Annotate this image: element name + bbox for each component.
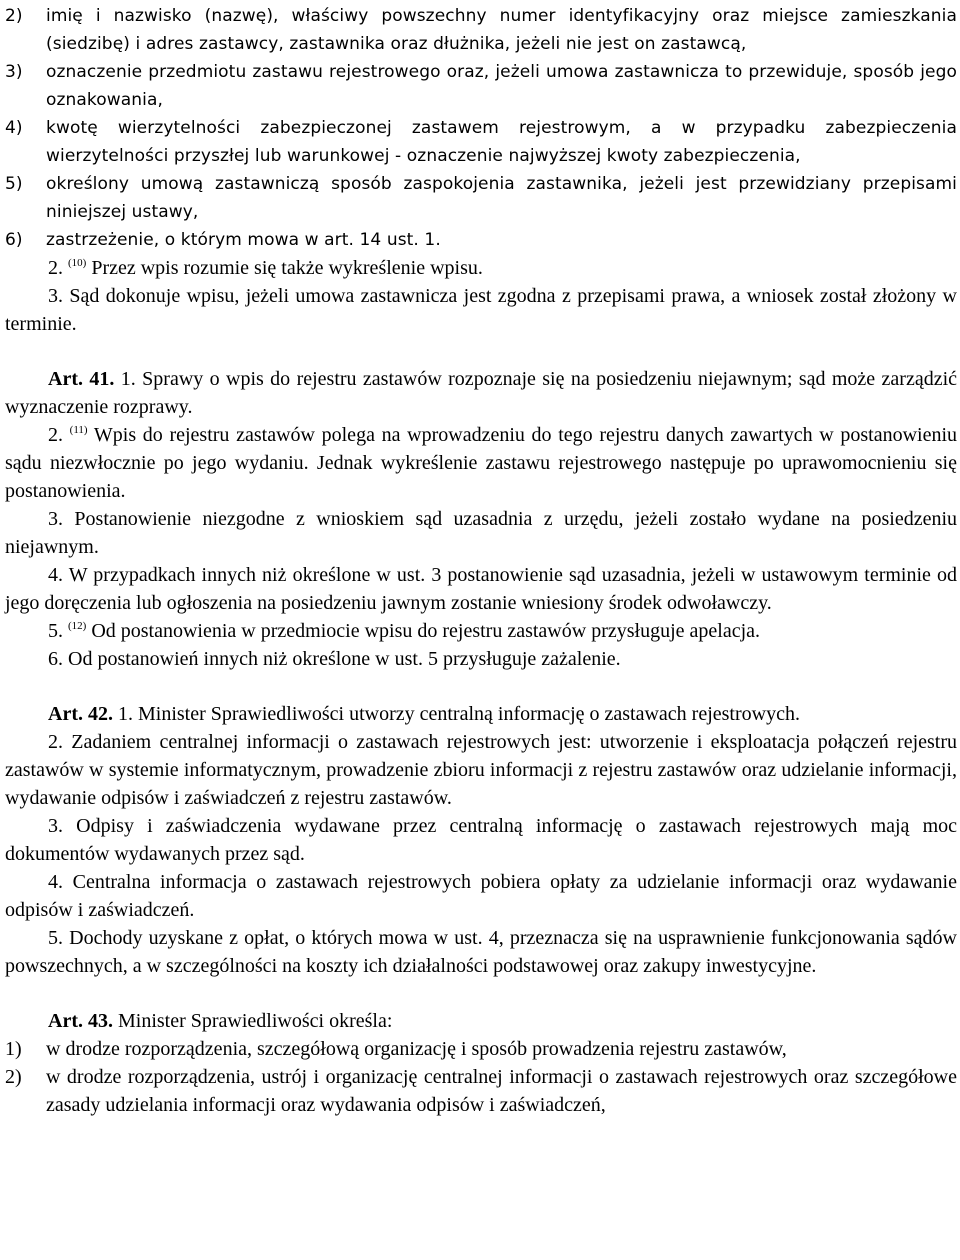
footnote-marker[interactable]: (12): [68, 620, 87, 632]
list-number: 1): [5, 1038, 22, 1060]
paragraph-text: Zadaniem centralnej informacji o zastawach rejestrowych jest: utworzenie i eksploatacja połączeń rejestru zastawów w systemie informatycznym, prowadzenie zbioru informacji z rejestru zastawów oraz udzielanie informacji, wydawanie odpisów i zaświadczeń z rejestru zastawów.: [5, 731, 958, 809]
paragraph-number: 3.: [48, 508, 63, 530]
article-41-paragraph-1: [5, 365, 957, 421]
list-number: 3): [5, 62, 23, 82]
paragraph: [5, 868, 957, 924]
paragraph-text: Od postanowienia w przedmiocie wpisu do rejestru zastawów przysługuje apelacja.: [91, 620, 760, 642]
paragraph-text: Minister Sprawiedliwości określa:: [117, 1010, 393, 1032]
spacer: [5, 338, 957, 365]
paragraph-text: Postanowienie niezgodne z wnioskiem sąd uzasadnia z urzędu, jeżeli zostało wydane na posiedzeniu niejawnym.: [5, 508, 958, 558]
list-text: w drodze rozporządzenia, szczegółową organizację i sposób prowadzenia rejestru zastawów,: [46, 1038, 787, 1060]
paragraph-text: Minister Sprawiedliwości utworzy centralną informację o zastawach rejestrowych.: [137, 703, 800, 725]
paragraph: [5, 728, 957, 812]
paragraph: [5, 254, 957, 282]
list-item: [5, 2, 957, 58]
paragraph: [5, 812, 957, 868]
paragraph-number: 4.: [48, 564, 63, 586]
list-number: 2): [5, 1066, 22, 1088]
paragraph-number: 6.: [48, 648, 63, 670]
paragraph-text: Centralna informacja o zastawach rejestrowych pobiera opłaty za udzielanie informacji oraz wydawanie odpisów i zaświadczeń.: [5, 871, 957, 921]
paragraph-text: Dochody uzyskane z opłat, o których mowa w ust. 4, przeznacza się na usprawnienie funkcjonowania sądów powszechnych, a w szczególności na koszty ich działalności podstawowej oraz zakupy inwestycyjne.: [5, 927, 957, 977]
list-text: kwotę wierzytelności zabezpieczonej zastawem rejestrowym, a w przypadku zabezpieczenia wierzytelności przyszłej lub warunkowej - oznaczenie najwyższej kwoty zabezpieczenia,: [46, 118, 957, 166]
article-heading: Art. 43.: [48, 1010, 113, 1032]
footnote-marker[interactable]: (10): [68, 257, 87, 269]
paragraph-text: Przez wpis rozumie się także wykreślenie wpisu.: [91, 257, 483, 279]
paragraph: [5, 282, 957, 338]
list-number: 6): [5, 230, 23, 250]
paragraph-number: 2.: [48, 424, 63, 446]
list-text: oznaczenie przedmiotu zastawu rejestrowego oraz, jeżeli umowa zastawnicza to przewiduje, sposób jego oznakowania,: [46, 62, 957, 110]
paragraph-text: W przypadkach innych niż określone w ust. 3 postanowienie sąd uzasadnia, jeżeli w ustawowym terminie od jego doręczenia lub ogłoszenia na posiedzeniu jawnym zostanie wniesiony środek odwoławczy.: [5, 564, 957, 614]
paragraph-number: 2.: [48, 257, 63, 279]
list-number: 4): [5, 118, 23, 138]
list-item: [5, 226, 957, 254]
paragraph-number: 1.: [117, 703, 133, 725]
article-heading: Art. 41.: [48, 368, 115, 390]
list-text: zastrzeżenie, o którym mowa w art. 14 ust. 1.: [46, 230, 441, 250]
list-item: [5, 1063, 957, 1119]
list-item: [5, 114, 957, 170]
spacer: [5, 673, 957, 700]
list-text: określony umową zastawniczą sposób zaspokojenia zastawnika, jeżeli jest przewidziany przepisami niniejszej ustawy,: [46, 174, 957, 222]
paragraph-text: Sprawy o wpis do rejestru zastawów rozpoznaje się na posiedzeniu niejawnym; sąd może zarządzić wyznaczenie rozprawy.: [5, 368, 958, 418]
list-text: imię i nazwisko (nazwę), właściwy powszechny numer identyfikacyjny oraz miejsce zamieszkania (siedzibę) i adres zastawcy, zastawnika oraz dłużnika, jeżeli nie jest on zastawcą,: [46, 6, 957, 54]
paragraph: [5, 645, 957, 673]
paragraph-number: 5.: [48, 927, 63, 949]
paragraph-text: Sąd dokonuje wpisu, jeżeli umowa zastawnicza jest zgodna z przepisami prawa, a wniosek został złożony w terminie.: [5, 285, 958, 335]
paragraph-number: 2.: [48, 731, 63, 753]
paragraph: [5, 421, 957, 505]
paragraph: [5, 561, 957, 617]
list-item: [5, 170, 957, 226]
paragraph-number: 1.: [120, 368, 136, 390]
paragraph: [5, 924, 957, 980]
paragraph-number: 3.: [48, 285, 63, 307]
paragraph-text: Od postanowień innych niż określone w ust. 5 przysługuje zażalenie.: [68, 648, 621, 670]
article-43-intro: [5, 1007, 957, 1035]
paragraph: [5, 617, 957, 645]
spacer: [5, 980, 957, 1007]
list-item: [5, 1035, 957, 1063]
article-heading: Art. 42.: [48, 703, 113, 725]
paragraph: [5, 505, 957, 561]
list-text: w drodze rozporządzenia, ustrój i organizację centralnej informacji o zastawach rejestrowych oraz szczegółowe zasady udzielania informacji oraz wydawania odpisów i zaświadczeń,: [46, 1066, 957, 1116]
paragraph-number: 3.: [48, 815, 63, 837]
article-42-paragraph-1: [5, 700, 957, 728]
paragraph-text: Wpis do rejestru zastawów polega na wprowadzeniu do tego rejestru danych zawartych w postanowieniu sądu niezwłocznie po jego wydaniu. Jednak wykreślenie zastawu rejestrowego następuje po uprawomocnieniu się postanowienia.: [5, 424, 958, 502]
list-item: [5, 58, 957, 114]
list-number: 5): [5, 174, 23, 194]
paragraph-number: 4.: [48, 871, 63, 893]
paragraph-number: 5.: [48, 620, 63, 642]
paragraph-text: Odpisy i zaświadczenia wydawane przez centralną informację o zastawach rejestrowych mają moc dokumentów wydawanych przez sąd.: [5, 815, 958, 865]
list-number: 2): [5, 6, 23, 26]
footnote-marker[interactable]: (11): [69, 424, 88, 436]
